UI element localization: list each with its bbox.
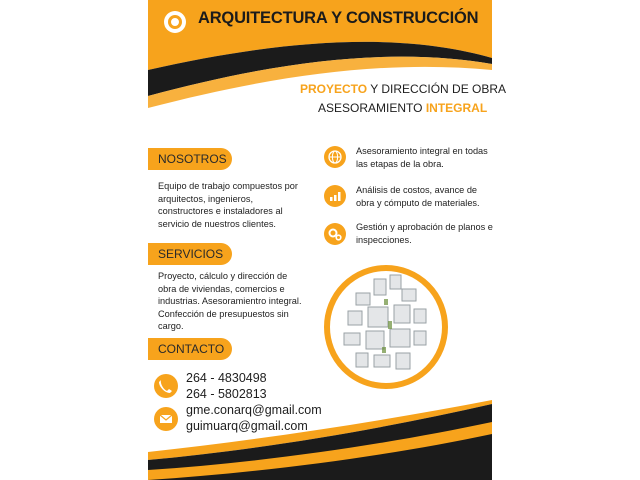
section-label-contacto: CONTACTO: [148, 338, 232, 360]
globe-icon: [324, 146, 346, 168]
headline-highlight-2: INTEGRAL: [425, 101, 488, 115]
gears-icon: [324, 223, 346, 245]
phone-icon: [154, 374, 178, 398]
phone-1[interactable]: 264 - 4830498: [186, 371, 267, 385]
nosotros-text: Equipo de trabajo compuestos por arquitectos, ingenieros, constructores e instaladores al servicio de nuestros clientes.: [158, 181, 298, 229]
headline-text-1: Y DIRECCIÓN DE OBRA: [367, 82, 507, 96]
headline-line-1: [300, 82, 506, 96]
headline-text-2: ASESORAMIENTO: [318, 101, 426, 115]
logo-icon: [164, 11, 186, 33]
chart-icon: [324, 185, 346, 207]
feature-text-3: Gestión y aprobación de planos e inspecciones.: [356, 222, 493, 245]
flyer: [148, 0, 507, 480]
email-2[interactable]: guimuarq@gmail.com: [186, 419, 308, 433]
phone-2[interactable]: 264 - 5802813: [186, 387, 267, 401]
servicios-text: Proyecto, cálculo y dirección de obra de viviendas, comercios e industrias. Asesoramientro integral. Confección de presupuestos sin cargo.: [158, 271, 302, 331]
headline-highlight-1: PROYECTO: [300, 82, 368, 96]
feature-text-2: Análisis de costos, avance de obra y cómputo de materiales.: [356, 185, 480, 208]
building-illustration: [324, 265, 448, 389]
building-blocks-icon: [330, 271, 442, 383]
feature-text-1: Asesoramiento integral en todas las etapas de la obra.: [356, 146, 488, 169]
section-label-nosotros: NOSOTROS: [148, 148, 232, 170]
section-label-servicios: SERVICIOS: [148, 243, 232, 265]
headline-line-2: [318, 101, 487, 115]
bottom-decoration: [148, 400, 492, 480]
page-title: ARQUITECTURA Y CONSTRUCCIÓN: [198, 9, 479, 27]
email-1[interactable]: gme.conarq@gmail.com: [186, 403, 322, 417]
